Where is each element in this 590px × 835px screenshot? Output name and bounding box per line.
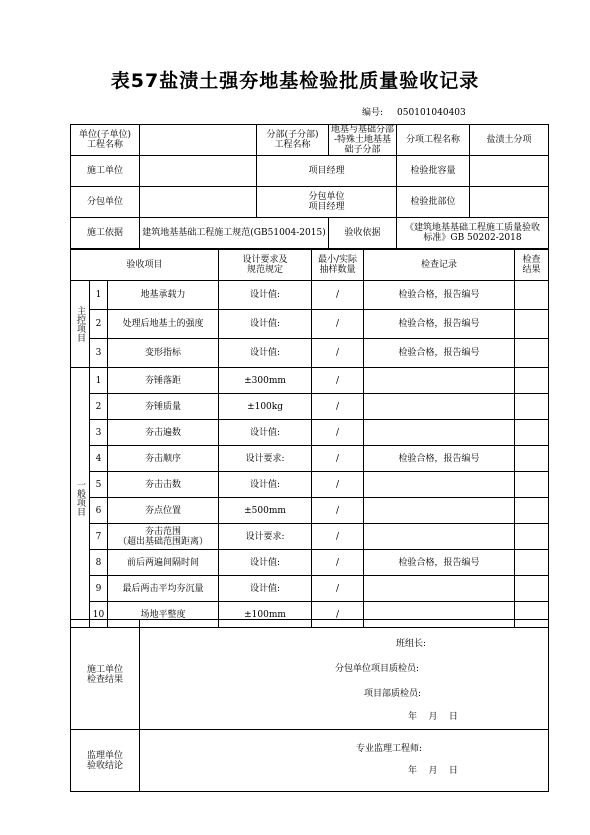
table-row xyxy=(71,394,549,420)
construction-basis-label: 施工依据 xyxy=(71,218,140,249)
col-result: 检查 结果 xyxy=(515,250,549,281)
item-result xyxy=(515,339,549,368)
item-name: 夯击遍数 xyxy=(108,420,219,446)
item-result xyxy=(515,281,549,310)
item-sampling: / xyxy=(312,602,364,628)
item-name: 前后两遍间隔时间 xyxy=(108,550,219,576)
signature-table xyxy=(70,619,549,792)
table-row xyxy=(71,281,549,310)
supervision-content xyxy=(140,730,549,792)
item-result xyxy=(515,498,549,524)
item-requirement: 设计值: xyxy=(219,576,312,602)
item-no: 6 xyxy=(90,498,108,524)
item-requirement: 设计值: xyxy=(219,550,312,576)
team-leader-label: 班组长: xyxy=(396,639,427,649)
subcontract-unit-value xyxy=(140,187,257,218)
item-record xyxy=(364,498,515,524)
table-row xyxy=(71,524,549,550)
item-name: 夯锤质量 xyxy=(108,394,219,420)
construction-check-content xyxy=(140,620,549,730)
construction-check-label: 施工单位 检查结果 xyxy=(71,620,140,730)
item-result xyxy=(515,576,549,602)
sub-inspector-label: 分包单位项目质检员: xyxy=(335,664,420,674)
item-requirement: 设计值: xyxy=(219,472,312,498)
supervision-date: 年 月 日 xyxy=(408,766,458,776)
item-sampling: / xyxy=(312,446,364,472)
supervision-engineer-label: 专业监理工程师: xyxy=(356,744,423,754)
table-row xyxy=(71,472,549,498)
item-record xyxy=(364,524,515,550)
column-header-row xyxy=(71,250,549,281)
item-record xyxy=(364,368,515,394)
header-table xyxy=(70,124,549,249)
item-record xyxy=(364,576,515,602)
item-no: 8 xyxy=(90,550,108,576)
unit-project-label: 单位(子单位) 工程名称 xyxy=(71,125,140,156)
construction-unit-label: 施工单位 xyxy=(71,156,140,187)
item-sampling: / xyxy=(312,550,364,576)
item-no: 5 xyxy=(90,472,108,498)
item-record: 检验合格，报告编号 xyxy=(364,310,515,339)
subcontract-manager-label: 分包单位 项目经理 xyxy=(257,187,397,218)
col-sampling: 最小/实际 抽样数量 xyxy=(312,250,364,281)
item-requirement: 设计要求: xyxy=(219,446,312,472)
item-sampling: / xyxy=(312,498,364,524)
item-name: 夯点位置 xyxy=(108,498,219,524)
table-row xyxy=(71,368,549,394)
item-requirement: 设计值: xyxy=(219,339,312,368)
item-result xyxy=(515,472,549,498)
acceptance-basis-value: 《建筑地基基础工程施工质量验收 标准》GB 50202-2018 xyxy=(397,218,549,249)
item-name: 场地平整度 xyxy=(108,602,219,628)
item-sampling: / xyxy=(312,310,364,339)
table-row xyxy=(71,420,549,446)
item-name: 最后两击平均夯沉量 xyxy=(108,576,219,602)
item-record: 检验合格，报告编号 xyxy=(364,339,515,368)
item-sampling: / xyxy=(312,394,364,420)
construction-basis-value: 建筑地基基础工程施工规范(GB51004-2015) xyxy=(140,218,329,249)
item-project-value: 盐渍土分项 xyxy=(470,125,549,156)
item-no: 1 xyxy=(90,281,108,310)
item-no: 2 xyxy=(90,310,108,339)
col-requirement: 设计要求及 规范规定 xyxy=(219,250,312,281)
item-sampling: / xyxy=(312,472,364,498)
form-code xyxy=(362,105,466,118)
sub-division-value: 地基与基础分部 -特殊土地基基 础子分部 xyxy=(329,125,397,156)
subcontract-unit-label: 分包单位 xyxy=(71,187,140,218)
item-requirement: 设计值: xyxy=(219,281,312,310)
item-no: 3 xyxy=(90,420,108,446)
item-result xyxy=(515,420,549,446)
project-manager-label: 项目经理 xyxy=(257,156,397,187)
item-no: 4 xyxy=(90,446,108,472)
item-sampling: / xyxy=(312,281,364,310)
table-row xyxy=(71,498,549,524)
item-requirement: 设计值: xyxy=(219,420,312,446)
item-no: 7 xyxy=(90,524,108,550)
batch-capacity-label: 检验批容量 xyxy=(397,156,470,187)
item-record xyxy=(364,472,515,498)
code-label: 编号: xyxy=(362,108,384,118)
code-value: 050101040403 xyxy=(397,108,466,118)
item-sampling: / xyxy=(312,524,364,550)
item-name: 变形指标 xyxy=(108,339,219,368)
item-no: 3 xyxy=(90,339,108,368)
item-result xyxy=(515,446,549,472)
item-name: 处理后地基土的强度 xyxy=(108,310,219,339)
item-name: 夯锤落距 xyxy=(108,368,219,394)
item-record: 检验合格，报告编号 xyxy=(364,550,515,576)
col-record: 检查记录 xyxy=(364,250,515,281)
table-row xyxy=(71,550,549,576)
item-result xyxy=(515,394,549,420)
main-control-group-label: 主控项目 xyxy=(71,281,90,368)
item-sampling: / xyxy=(312,339,364,368)
construction-date: 年 月 日 xyxy=(408,712,458,722)
unit-project-value xyxy=(140,125,257,156)
item-record xyxy=(364,394,515,420)
item-sampling: / xyxy=(312,576,364,602)
item-result xyxy=(515,368,549,394)
item-no: 9 xyxy=(90,576,108,602)
items-table xyxy=(70,249,549,628)
item-requirement: 设计值: xyxy=(219,310,312,339)
item-name: 夯击顺序 xyxy=(108,446,219,472)
batch-location-label: 检验批部位 xyxy=(397,187,470,218)
item-name: 夯击范围 （超出基础范围距离） xyxy=(108,524,219,550)
item-record: 检验合格，报告编号 xyxy=(364,281,515,310)
item-sampling: / xyxy=(312,420,364,446)
item-project-label: 分项工程名称 xyxy=(397,125,470,156)
batch-location-value xyxy=(470,187,549,218)
page-title: 表57盐渍土强夯地基检验批质量验收记录 xyxy=(110,70,480,92)
item-result xyxy=(515,550,549,576)
project-inspector-label: 项目部质检员: xyxy=(364,689,422,699)
supervision-label: 监理单位 验收结论 xyxy=(71,730,140,792)
item-sampling: / xyxy=(312,368,364,394)
table-row xyxy=(71,576,549,602)
item-requirement: ±500mm xyxy=(219,498,312,524)
general-group-label: 一般项目 xyxy=(71,368,90,628)
item-result xyxy=(515,310,549,339)
item-no: 1 xyxy=(90,368,108,394)
item-no: 10 xyxy=(90,602,108,628)
item-result xyxy=(515,524,549,550)
table-row xyxy=(71,339,549,368)
item-record xyxy=(364,420,515,446)
construction-unit-value xyxy=(140,156,257,187)
table-row xyxy=(71,446,549,472)
item-requirement: ±100kg xyxy=(219,394,312,420)
table-row xyxy=(71,310,549,339)
item-requirement: ±300mm xyxy=(219,368,312,394)
item-no: 2 xyxy=(90,394,108,420)
col-item: 验收项目 xyxy=(71,250,219,281)
item-requirement: ±100mm xyxy=(219,602,312,628)
item-name: 夯击击数 xyxy=(108,472,219,498)
item-requirement: 设计要求: xyxy=(219,524,312,550)
sub-division-label: 分部(子分部) 工程名称 xyxy=(257,125,329,156)
item-name: 地基承载力 xyxy=(108,281,219,310)
batch-capacity-value xyxy=(470,156,549,187)
item-record: 检验合格，报告编号 xyxy=(364,446,515,472)
acceptance-basis-label: 验收依据 xyxy=(329,218,397,249)
